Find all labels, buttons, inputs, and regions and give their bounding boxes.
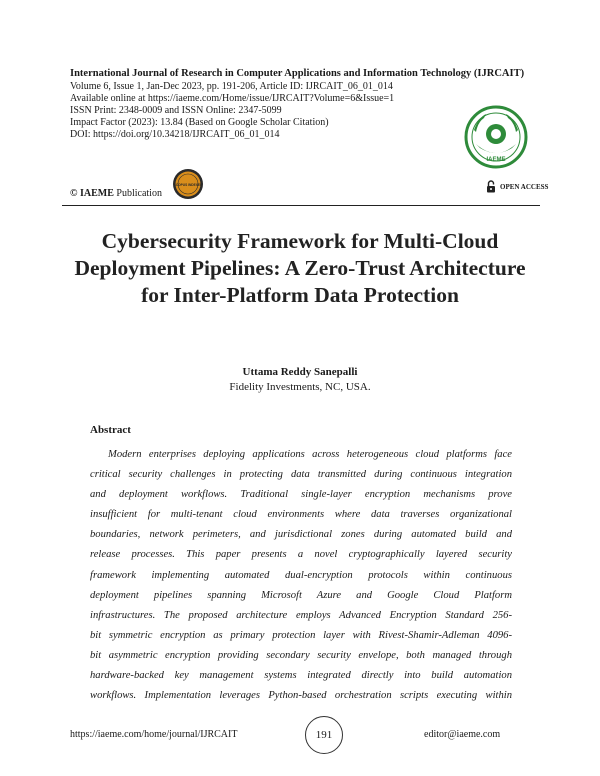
iaeme-logo [462, 104, 530, 174]
doi-link[interactable]: DOI: https://doi.org/10.34218/IJRCAIT_06_01_014 [70, 128, 280, 140]
publisher-mark: © [70, 188, 78, 199]
scopus-badge-icon [172, 168, 204, 200]
journal-title: International Journal of Research in Computer Applications and Information Technology (IJRCAIT) [70, 68, 525, 79]
impact-factor: Impact Factor (2023): 13.84 (Based on Google Scholar Citation) [70, 116, 329, 128]
abstract-line: insufficient for multi-tenant cloud environments where data traverses organizational [90, 509, 512, 521]
online-link[interactable]: Available online at https://iaeme.com/Home/issue/IJRCAIT?Volume=6&Issue=1 [70, 92, 395, 104]
abstract-heading: Abstract [90, 424, 131, 436]
abstract-line: bit symmetric encryption as primary protection layer with Rivest-Shamir-Adleman 4096- [90, 629, 512, 641]
abstract-line: Modern enterprises deploying applications across heterogeneous cloud platforms face [108, 449, 512, 460]
abstract-body [90, 445, 512, 706]
abstract-line: bit asymmetric encryption providing secondary security envelope, both managed through [90, 649, 512, 661]
issn-info: ISSN Print: 2348-0009 and ISSN Online: 2347-5099 [70, 104, 282, 116]
header-divider [62, 205, 540, 206]
footer-journal-link[interactable]: https://iaeme.com/home/journal/IJRCAIT [70, 729, 238, 740]
abstract-line: workflows. Implementation leverages Python-based orchestration scripts executing within [90, 690, 512, 702]
footer-email-link[interactable]: editor@iaeme.com [424, 729, 501, 740]
volume-info: Volume 6, Issue 1, Jan-Dec 2023, pp. 191-206, Article ID: IJRCAIT_06_01_014 [70, 80, 393, 92]
publisher-line [70, 188, 162, 199]
scopus-badge-text: SCOPUS INDEXED [173, 183, 203, 187]
abstract-line: framework implementing automated dual-encryption protocols within continuous [90, 569, 512, 581]
open-access-label: OPEN ACCESS [500, 182, 549, 191]
abstract-line: boundaries, network perimeters, and jurisdictional zones during automated build and [90, 529, 512, 541]
author-affiliation: Fidelity Investments, NC, USA. [229, 381, 371, 393]
abstract-line: hardware-backed key management systems integrated directly into build automation [90, 670, 512, 682]
publisher-suffix: Publication [116, 188, 162, 199]
abstract-line: critical security challenges in protecting data transmitted during continuous integration [90, 469, 512, 481]
abstract-line: deployment pipelines spanning Microsoft Azure and Google Cloud Platform [90, 589, 512, 601]
abstract-line: infrastructures. The proposed architecture employs Advanced Encryption Standard 256- [90, 609, 512, 621]
lock-icon [486, 180, 496, 193]
logo-text: IAEME [486, 157, 506, 163]
article-title: Cybersecurity Framework for Multi-Cloud Deployment Pipelines: A Zero-Trust Architecture for Inter-Platform Data Protection [74, 229, 526, 307]
author-name: Uttama Reddy Sanepalli [242, 366, 358, 378]
page-number: 191 [305, 716, 343, 754]
abstract-line: and deployment workflows. Traditional single-layer encryption mechanisms prove [90, 489, 512, 501]
journal-header [70, 68, 525, 141]
abstract-line: release processes. This paper presents a novel cryptographically layered security [90, 549, 512, 561]
open-access-badge [486, 180, 548, 193]
publisher-name: IAEME [79, 188, 114, 199]
